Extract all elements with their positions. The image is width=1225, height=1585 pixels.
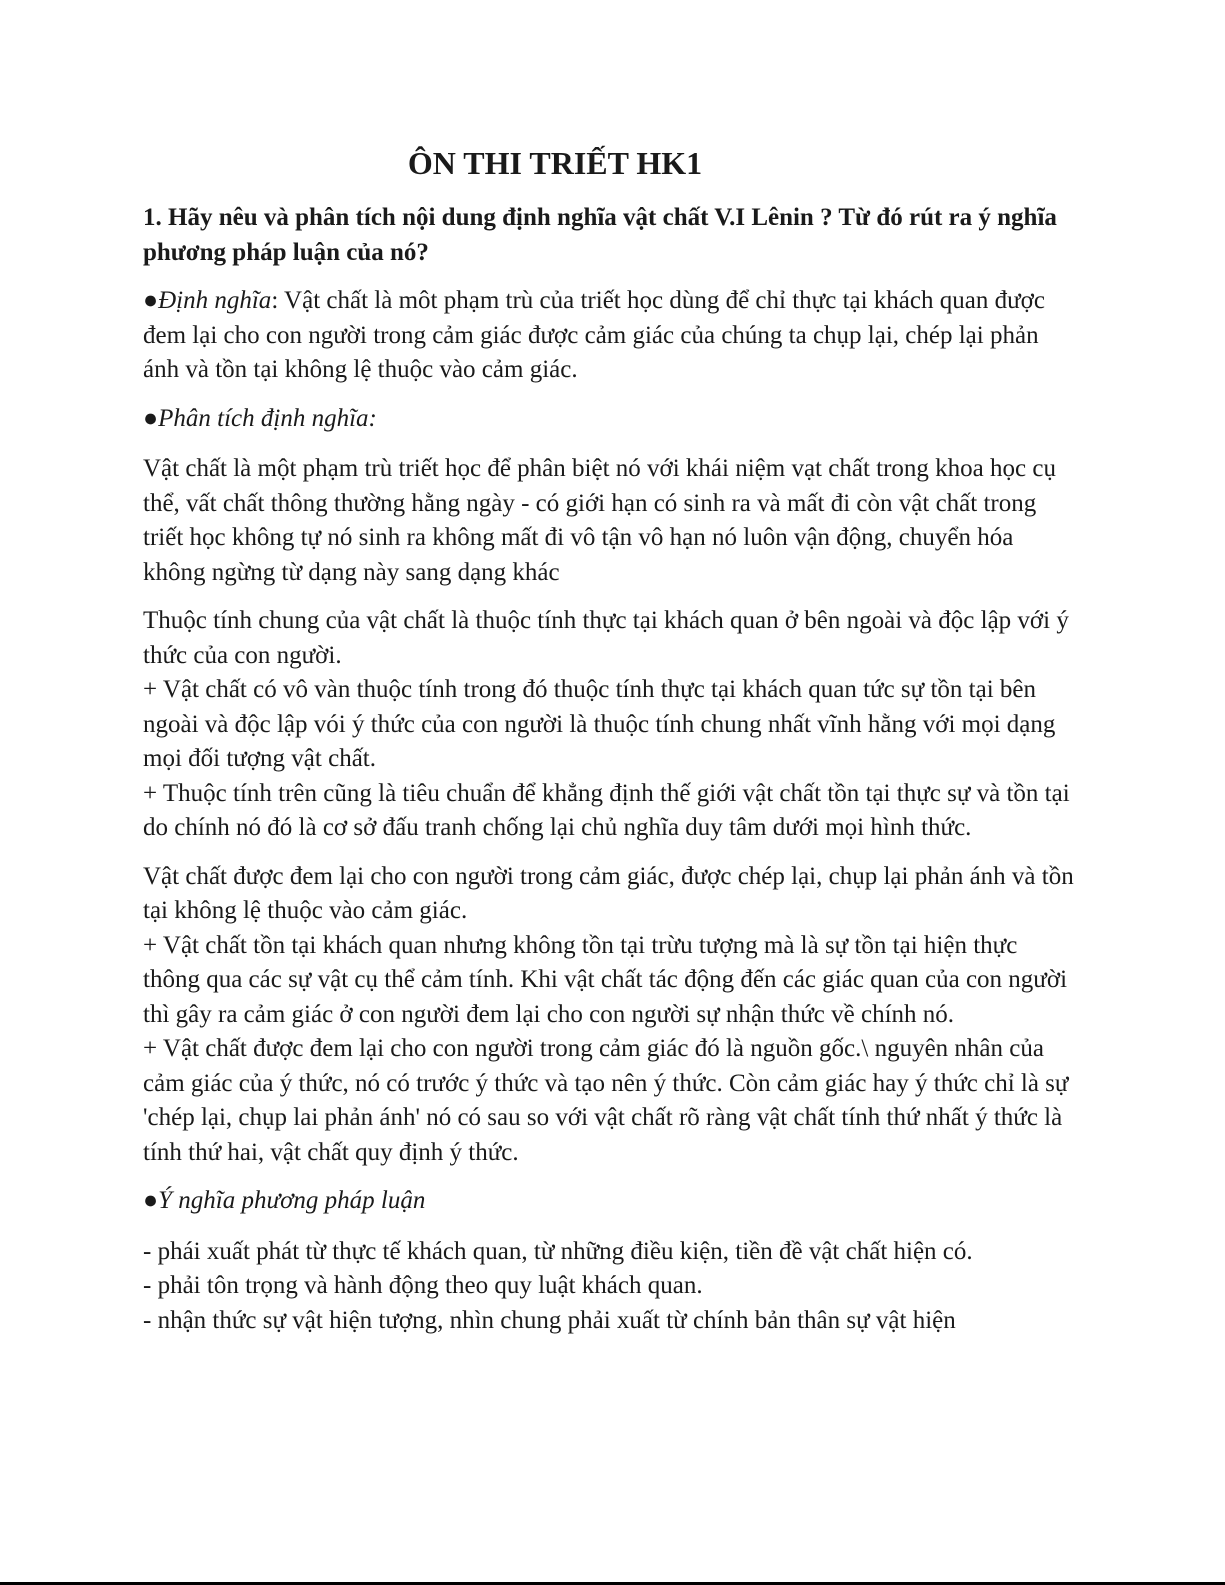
question-heading: 1. Hãy nêu và phân tích nội dung định nghĩa vật chất V.I Lênin ? Từ đó rút ra ý nghĩa phương pháp luận của nó? — [143, 204, 1057, 266]
property-block — [143, 604, 1078, 846]
page-title: ÔN THI TRIẾT HK1 — [407, 145, 703, 181]
sensation-block — [143, 860, 1078, 1171]
methodology-item: - phải tôn trọng và hành động theo quy luật khách quan. — [143, 1272, 703, 1299]
analysis-paragraph: Vật chất là một phạm trù triết học để phân biệt nó với khái niệm vạt chất trong khoa học cụ thể, vất chất thông thường hằng ngày - có giới hạn có sinh ra và mất đi còn vật chất trong triết học không tự nó sinh ra không mất đi vô tận vô hạn nó luôn vận động, chuyển hóa không ngừng từ dạng này sang dạng khác — [143, 455, 1056, 586]
bullet-icon: ● — [143, 1187, 159, 1214]
property-point: + Vật chất có vô vàn thuộc tính trong đó thuộc tính thực tại khách quan tức sự tồn tại bên ngoài và độc lập vói ý thức của con người là thuộc tính chung nhất vĩnh hằng với mọi dạng mọi đối tượng vật chất. — [143, 676, 1056, 772]
sensation-point: + Vật chất tồn tại khách quan nhưng không tồn tại trừu tượng mà là sự tồn tại hiện thực thông qua các sự vật cụ thể cảm tính. Khi vật chất tác động đến các giác quan của con người thì gây ra cảm giác ở con người đem lại cho con người sự nhận thức về chính nó. — [143, 931, 1068, 1028]
sensation-point: + Vật chất được đem lại cho con người trong cảm giác đó là nguồn gốc.\ nguyên nhân của cảm giác của ý thức, nó có trước ý thức và tạo nên ý thức. Còn cảm giác hay ý thức chỉ là sự 'chép lại, chụp lai phản ánh' nó có sau so với vật chất rõ ràng vật chất tính thứ nhất ý thức là tính thứ hai, vật chất quy định ý thức. — [143, 1035, 1069, 1166]
document-body — [143, 200, 1078, 1352]
property-point: + Thuộc tính trên cũng là tiêu chuẩn để khẳng định thế giới vật chất tồn tại thực sự và tồn tại do chính nó đó là cơ sở đấu tranh chống lại chủ nghĩa duy tâm dưới mọi hình thức. — [143, 779, 1070, 841]
bullet-icon: ● — [143, 404, 159, 432]
sensation-paragraph: Vật chất được đem lại cho con người trong cảm giác, được chép lại, chụp lại phản ánh và tồn tại không lệ thuộc vào cảm giác. — [143, 862, 1074, 924]
definition-paragraph — [143, 284, 1078, 388]
definition-text: : Vật chất là môt phạm trù của triết học dùng để chỉ thực tại khách quan được đem lại cho con người trong cảm giác được cảm giác của chúng ta chụp lại, chép lại phản ánh và tồn tại không lệ thuộc vào cảm giác. — [143, 287, 1045, 383]
methodology-item: - phái xuất phát từ thực tế khách quan, từ những điều kiện, tiền đề vật chất hiện có. — [143, 1237, 973, 1265]
methodology-item: - nhận thức sự vật hiện tượng, nhìn chung phải xuất từ chính bản thân sự vật hiện — [143, 1306, 956, 1334]
methodology-heading — [143, 1184, 1078, 1219]
definition-label: Định nghĩa — [158, 287, 272, 314]
analysis-heading — [143, 402, 1078, 437]
methodology-heading-text: Ý nghĩa phương pháp luận — [158, 1187, 426, 1214]
property-paragraph: Thuộc tính chung của vật chất là thuộc tính thực tại khách quan ở bên ngoài và độc lập với ý thức của con người. — [143, 607, 1069, 669]
analysis-heading-text: Phân tích định nghĩa: — [158, 404, 377, 432]
methodology-list — [143, 1235, 1078, 1339]
bullet-icon: ● — [143, 287, 159, 314]
